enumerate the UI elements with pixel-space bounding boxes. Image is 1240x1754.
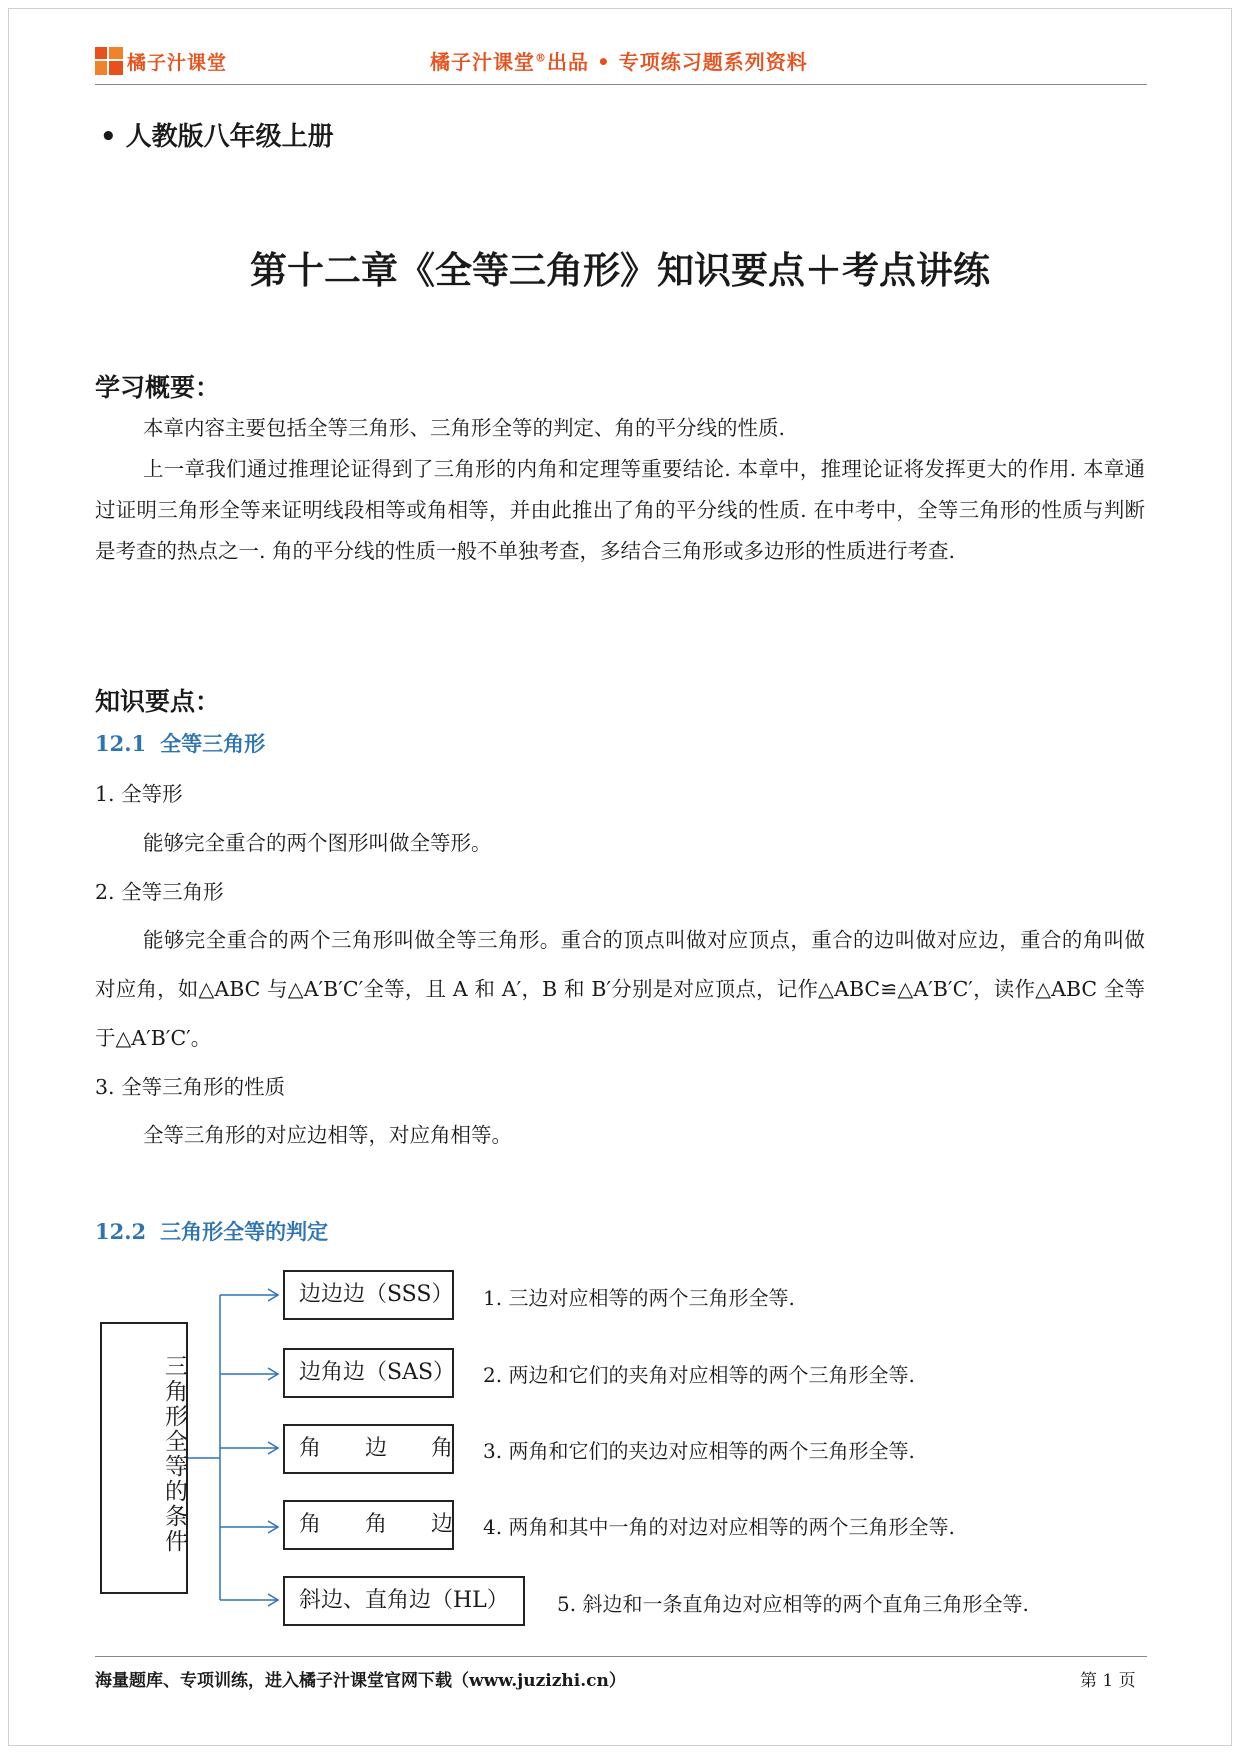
- grade-label: • 人教版八年级上册: [100, 122, 334, 152]
- overview-paragraph-1: 本章内容主要包括全等三角形、三角形全等的判定、角的平分线的性质.: [143, 416, 786, 440]
- section-12-2-title: 12.2 三角形全等的判定: [95, 1219, 329, 1244]
- criterion-sas-box: 边角边（SAS）: [283, 1348, 454, 1398]
- main-title: 第十二章《全等三角形》知识要点＋考点讲练: [250, 249, 990, 292]
- criterion-hl-box: 斜边、直角边（HL）: [283, 1576, 525, 1626]
- footer-download-note: 海量题库、专项训练，进入橘子汁课堂官网下载（www.juzizhi.cn）: [95, 1671, 626, 1691]
- criterion-sss-desc: 1. 三边对应相等的两个三角形全等.: [483, 1286, 795, 1310]
- item-3-body: 全等三角形的对应边相等，对应角相等。: [143, 1123, 512, 1147]
- criterion-sas-desc: 2. 两边和它们的夹角对应相等的两个三角形全等.: [483, 1363, 915, 1387]
- logo-text: 橘子汁课堂: [127, 51, 228, 74]
- criterion-hl-desc: 5. 斜边和一条直角边对应相等的两个直角三角形全等.: [557, 1592, 1029, 1616]
- criterion-aas-desc: 4. 两角和其中一角的对边对应相等的两个三角形全等.: [483, 1515, 955, 1539]
- criterion-asa-box: 角 边 角: [283, 1424, 454, 1474]
- page-number: 第 1 页: [1080, 1671, 1136, 1691]
- criterion-aas-box: 角 角 边: [283, 1500, 454, 1550]
- item-1-body: 能够完全重合的两个图形叫做全等形。: [143, 831, 492, 855]
- overview-heading: 学习概要：: [95, 373, 221, 402]
- item-3-title: 3. 全等三角形的性质: [95, 1075, 286, 1099]
- criterion-asa-desc: 3. 两角和它们的夹边对应相等的两个三角形全等.: [483, 1439, 915, 1463]
- conditions-label-box: [100, 1322, 188, 1594]
- conditions-label: 三角形全等的条件: [161, 1354, 187, 1554]
- item-2-body: 能够完全重合的两个三角形叫做全等三角形。重合的顶点叫做对应顶点，重合的边叫做对应边，重合的角叫做对应角，如△ABC 与△A′B′C′全等，且 A 和 A′，B 和 B′分别是对应顶点，记作△ABC≌△A′B′C′，读作△ABC 全等于△A′B′C′。: [95, 928, 1145, 1050]
- points-heading: 知识要点：: [95, 687, 221, 716]
- item-2-title: 2. 全等三角形: [95, 880, 224, 904]
- criterion-sss-box: 边边边（SSS）: [283, 1270, 454, 1320]
- item-1-title: 1. 全等形: [95, 782, 183, 806]
- footer-divider: [95, 1656, 1147, 1657]
- section-12-1-title: 12.1 全等三角形: [95, 731, 266, 756]
- overview-paragraph-2: 上一章我们通过推理论证得到了三角形的内角和定理等重要结论. 本章中，推理论证将发挥更大的作用. 本章通过证明三角形全等来证明线段相等或角相等，并由此推出了角的平分线的性质. 在中考中，全等三角形的性质与判断是考查的热点之一. 角的平分线的性质一般不单独考查，多结合三角形或多边形的性质进行考查.: [95, 457, 1145, 563]
- header-title: 橘子汁课堂®出品 • 专项练习题系列资料: [430, 50, 808, 74]
